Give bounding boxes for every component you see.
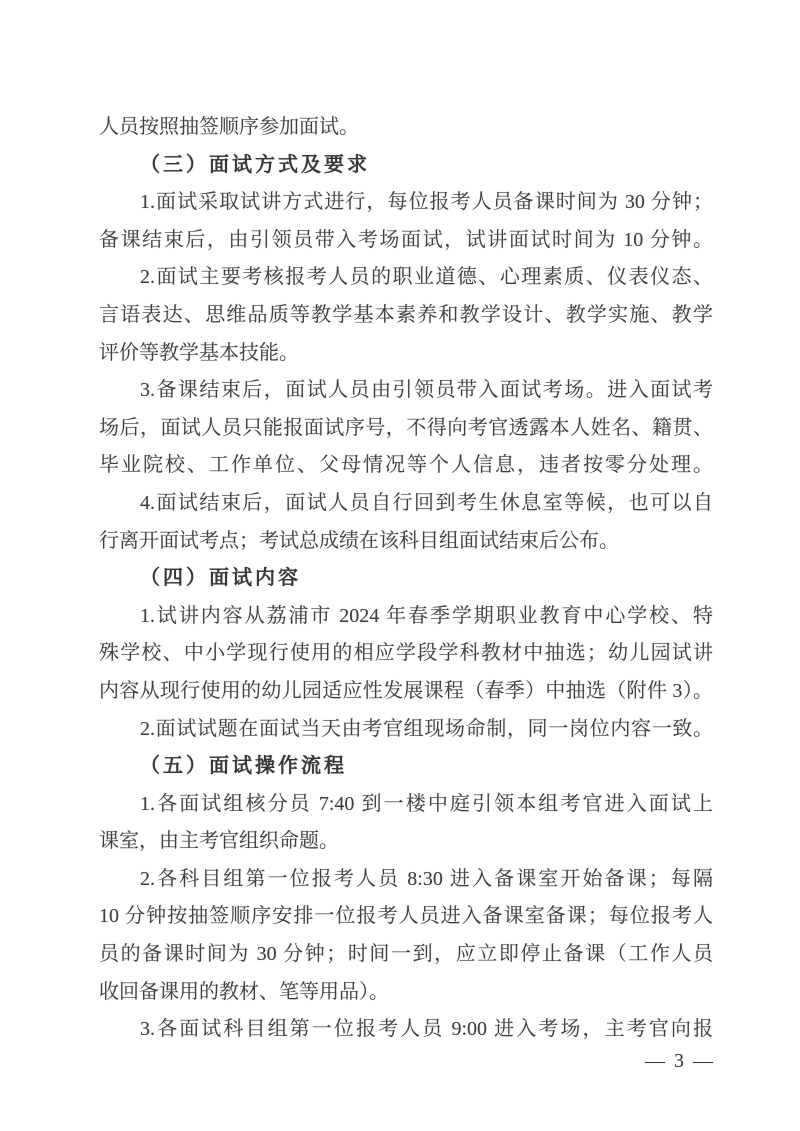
section-heading: （三）面试方式及要求 xyxy=(140,153,370,176)
text-line: 3.各面试科目组第一位报考人员 9:00 进入考场，主考官向报 xyxy=(140,1018,713,1041)
text-line: 1.各面试组核分员 7:40 到一楼中庭引领本组考官进入面试上 xyxy=(140,792,713,815)
text-line: 4.面试结束后，面试人员自行回到考生休息室等候，也可以自 xyxy=(140,491,713,514)
text-line: 言语表达、思维品质等教学基本素养和教学设计、教学实施、教学 xyxy=(99,303,713,326)
text-line: 10 分钟按抽签顺序安排一位报考人员进入备课室备课；每位报考人 xyxy=(99,905,713,928)
text-line: 备课结束后，由引领员带入考场面试，试讲面试时间为 10 分钟。 xyxy=(99,228,713,251)
text-line: 课室，由主考官组织命题。 xyxy=(99,830,339,853)
text-line: 2.面试试题在面试当天由考官组现场命制，同一岗位内容一致。 xyxy=(140,717,713,740)
text-line: 评价等教学基本技能。 xyxy=(99,341,299,364)
text-line: 3.备课结束后，面试人员由引领员带入面试考场。进入面试考 xyxy=(140,379,713,402)
text-line: 2.面试主要考核报考人员的职业道德、心理素质、仪表仪态、 xyxy=(140,266,713,289)
section-heading: （四）面试内容 xyxy=(140,567,301,590)
text-line: 行离开面试考点；考试总成绩在该科目组面试结束后公布。 xyxy=(99,529,619,552)
text-line: 1.面试采取试讲方式进行，每位报考人员备课时间为 30 分钟； xyxy=(140,191,713,214)
text-line: 毕业院校、工作单位、父母情况等个人信息，违者按零分处理。 xyxy=(99,454,713,477)
page-number: — 3 — xyxy=(645,1050,715,1072)
text-line: 1.试讲内容从荔浦市 2024 年春季学期职业教育中心学校、特 xyxy=(140,604,713,627)
section-heading: （五）面试操作流程 xyxy=(140,755,347,778)
text-line: 人员按照抽签顺序参加面试。 xyxy=(99,116,359,138)
text-line: 收回备课用的教材、笔等用品）。 xyxy=(99,980,389,1003)
document-lines xyxy=(99,109,713,1049)
text-line: 场后，面试人员只能报面试序号，不得向考官透露本人姓名、籍贯、 xyxy=(99,416,713,439)
text-line: 员的备课时间为 30 分钟；时间一到，应立即停止备课（工作人员 xyxy=(99,943,713,966)
text-line: 2.各科目组第一位报考人员 8:30 进入备课室开始备课；每隔 xyxy=(140,867,713,890)
text-line: 内容从现行使用的幼儿园适应性发展课程（春季）中抽选（附件 3）。 xyxy=(99,679,713,702)
text-line: 殊学校、中小学现行使用的相应学段学科教材中抽选；幼儿园试讲 xyxy=(99,642,713,665)
